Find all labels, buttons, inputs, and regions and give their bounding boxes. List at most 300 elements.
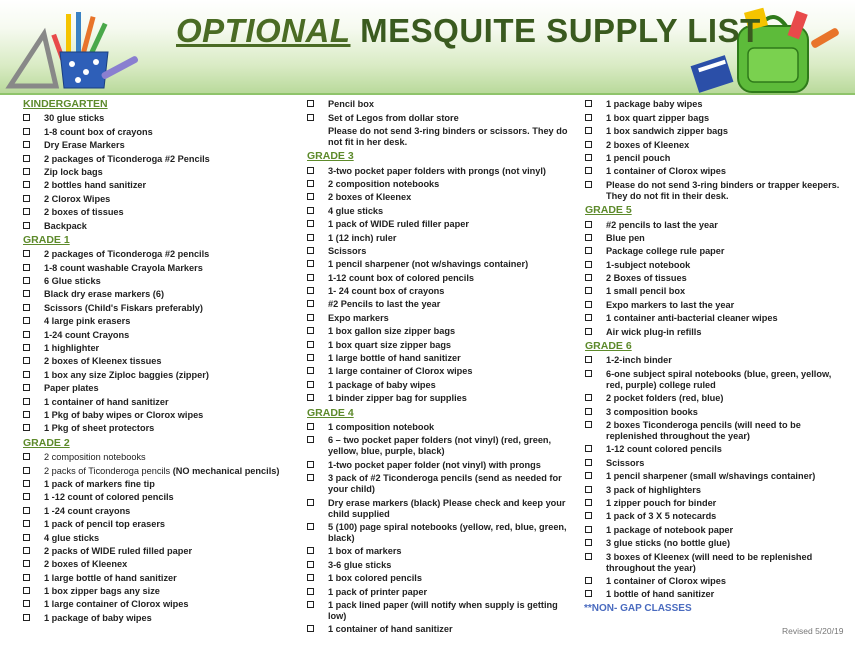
list-item [22, 127, 292, 138]
list-item [306, 422, 576, 433]
item-text: 1 pack lined paper (will notify when supply is getting low) [328, 599, 558, 621]
list-item [22, 167, 292, 178]
checkbox[interactable] [585, 421, 592, 428]
checkbox[interactable] [585, 247, 592, 254]
revised-date: Revised 5/20/19 [782, 626, 844, 636]
checkbox[interactable] [585, 154, 592, 161]
item-text: 1 small pencil box [606, 286, 686, 297]
checkbox[interactable] [23, 264, 30, 271]
checkbox[interactable] [585, 114, 592, 121]
checkbox[interactable] [307, 220, 314, 227]
list-item [584, 166, 846, 177]
checkbox[interactable] [585, 356, 592, 363]
item-text: 1-8 count box of crayons [44, 126, 153, 137]
checkbox[interactable] [307, 300, 314, 307]
list-item [306, 286, 576, 297]
item-text: 1-two pocket paper folder (not vinyl) with prongs [328, 459, 541, 470]
checkbox[interactable] [307, 423, 314, 430]
title-rest: MESQUITE SUPPLY LIST [350, 12, 761, 49]
item-text: 3 boxes of Kleenex (will need to be replenished throughout the year) [606, 551, 813, 573]
item-text: 1 highlighter [44, 343, 100, 354]
item-text: 3-6 glue sticks [328, 559, 392, 570]
checkbox[interactable] [307, 287, 314, 294]
checkbox[interactable] [307, 367, 314, 374]
item-text: 1 container of Clorox wipes [606, 575, 726, 586]
list-item [306, 206, 576, 217]
checkbox[interactable] [307, 354, 314, 361]
item-text: 1 zipper pouch for binder [606, 497, 717, 508]
checkbox[interactable] [585, 577, 592, 584]
list-item [306, 393, 576, 404]
item-text: 1 container of hand sanitizer [328, 624, 453, 635]
item-text: Backpack [44, 220, 87, 231]
list-item [584, 260, 846, 271]
checkbox[interactable] [585, 261, 592, 268]
checkbox[interactable] [585, 499, 592, 506]
checkbox[interactable] [585, 590, 592, 597]
item-text: 6-one subject spiral notebooks (blue, green, yellow, red, purple) college ruled [606, 368, 832, 390]
checkbox[interactable] [23, 222, 30, 229]
list-item [306, 299, 576, 310]
item-text: 1 box quart zipper bags [606, 112, 710, 123]
checkbox[interactable] [307, 114, 314, 121]
checkbox[interactable] [307, 234, 314, 241]
list-item [22, 194, 292, 205]
checkbox[interactable] [585, 370, 592, 377]
list-item [584, 444, 846, 455]
list-item [22, 533, 292, 544]
checkbox[interactable] [23, 411, 30, 418]
item-text: 4 glue sticks [44, 532, 100, 543]
item-text: 1 box zipper bags any size [44, 586, 160, 597]
checkbox[interactable] [307, 574, 314, 581]
item-text: 1-24 count Crayons [44, 329, 130, 340]
checkbox[interactable] [307, 180, 314, 187]
list-item [584, 525, 846, 536]
item-text: Zip lock bags [44, 166, 103, 177]
list-item [306, 99, 576, 110]
item-text: 3 glue sticks (no bottle glue) [606, 538, 731, 549]
item-text: 1 (12 inch) ruler [328, 232, 397, 243]
list-item [584, 126, 846, 137]
item-text: Package college rule paper [606, 246, 725, 257]
list-item [584, 327, 846, 338]
checkbox[interactable] [23, 600, 30, 607]
checkbox[interactable] [307, 193, 314, 200]
item-text: 2 composition notebooks [44, 452, 146, 463]
title-optional: OPTIONAL [176, 12, 351, 49]
item-text: 1 large bottle of hand sanitizer [328, 353, 461, 364]
checkbox[interactable] [23, 520, 30, 527]
list-item [306, 246, 576, 257]
checkbox[interactable] [307, 100, 314, 107]
list-item [22, 423, 292, 434]
checkbox[interactable] [23, 507, 30, 514]
section-title-grade-4: GRADE 4 [307, 406, 354, 419]
checkbox[interactable] [23, 560, 30, 567]
item-text: 1 box colored pencils [328, 573, 422, 584]
item-text: 3 pack of highlighters [606, 484, 701, 495]
item-text: 1 Pkg of baby wipes or Clorox wipes [44, 409, 204, 420]
checkbox[interactable] [585, 167, 592, 174]
list-item [584, 286, 846, 297]
item-text: 1-subject notebook [606, 259, 691, 270]
item-text: 1 Pkg of sheet protectors [44, 423, 155, 434]
checkbox[interactable] [23, 547, 30, 554]
list-item [22, 506, 292, 517]
item-text: 1 pencil pouch [606, 152, 671, 163]
list-item [306, 573, 576, 584]
item-text: 2 Clorox Wipes [44, 193, 111, 204]
list-item [584, 140, 846, 151]
checkbox[interactable] [23, 467, 30, 474]
checkbox[interactable] [23, 384, 30, 391]
section-title-grade-5: GRADE 5 [585, 204, 632, 217]
checkbox[interactable] [23, 208, 30, 215]
item-text: 1 pack of markers fine tip [44, 478, 155, 489]
list-item [22, 276, 292, 287]
list-item [22, 207, 292, 218]
checkbox[interactable] [585, 472, 592, 479]
checkbox[interactable] [585, 539, 592, 546]
list-item [584, 180, 846, 202]
checkbox[interactable] [307, 394, 314, 401]
list-item [22, 559, 292, 570]
checkbox[interactable] [307, 247, 314, 254]
list-item [22, 221, 292, 232]
item-text: 2 packs of WIDE ruled filled paper [44, 545, 193, 556]
item-text: 2 boxes of Kleenex tissues [44, 356, 162, 367]
list-item [584, 220, 846, 231]
checkbox[interactable] [307, 207, 314, 214]
checkbox[interactable] [585, 287, 592, 294]
pencil-cup-icon [4, 4, 144, 92]
item-text: 1 pencil sharpener (small w/shavings container) [606, 471, 816, 482]
item-text: 6 Glue sticks [44, 276, 101, 287]
item-text: 1 box sandwich zipper bags [606, 126, 729, 137]
list-item [584, 552, 846, 574]
section-title-grade-1: GRADE 1 [23, 233, 70, 246]
checkbox[interactable] [23, 181, 30, 188]
list-item [306, 166, 576, 177]
list-item [306, 353, 576, 364]
checkbox[interactable] [307, 474, 314, 481]
checkbox[interactable] [23, 331, 30, 338]
list-item [584, 407, 846, 418]
list-item [22, 356, 292, 367]
section-title-grade-2: GRADE 2 [23, 436, 70, 449]
checkbox[interactable] [307, 314, 314, 321]
item-text: 1 package baby wipes [606, 99, 703, 110]
item-text: 1 container anti-bacterial cleaner wipes [606, 313, 778, 324]
list-item [584, 273, 846, 284]
checkbox[interactable] [23, 371, 30, 378]
list-item [584, 313, 846, 324]
list-item [584, 511, 846, 522]
item-text: 1 -24 count crayons [44, 505, 131, 516]
item-text: 1 binder zipper bag for supplies [328, 393, 467, 404]
checkbox[interactable] [307, 523, 314, 530]
list-item [22, 466, 292, 477]
section-title-grade-6: GRADE 6 [585, 340, 632, 353]
item-text: Expo markers to last the year [606, 299, 735, 310]
checkbox[interactable] [585, 408, 592, 415]
list-item [22, 613, 292, 624]
checkbox[interactable] [307, 381, 314, 388]
checkbox[interactable] [307, 341, 314, 348]
checkbox[interactable] [23, 277, 30, 284]
checkbox[interactable] [23, 290, 30, 297]
checkbox[interactable] [23, 398, 30, 405]
item-text: 1 pencil sharpener (not w/shavings container) [328, 259, 529, 270]
checkbox[interactable] [23, 114, 30, 121]
checkbox[interactable] [307, 561, 314, 568]
item-text: 1 box of markers [328, 546, 402, 557]
checkbox[interactable] [23, 344, 30, 351]
checkbox[interactable] [585, 100, 592, 107]
list-item [306, 380, 576, 391]
list-item [22, 154, 292, 165]
column-1 [22, 97, 292, 626]
section-title-kindergarten: KINDERGARTEN [23, 98, 108, 110]
checkbox[interactable] [23, 317, 30, 324]
checkbox[interactable] [307, 327, 314, 334]
list-item [306, 233, 576, 244]
checkbox[interactable] [23, 141, 30, 148]
list-item [22, 249, 292, 260]
list-item [306, 460, 576, 471]
item-text: 1 box any size Ziploc baggies (zipper) [44, 369, 209, 380]
list-item [584, 369, 846, 391]
checkbox[interactable] [23, 304, 30, 311]
checkbox[interactable] [585, 512, 592, 519]
item-text: Black dry erase markers (6) [44, 289, 165, 300]
checkbox[interactable] [585, 394, 592, 401]
item-text: 2 Boxes of tissues [606, 273, 687, 284]
list-item [306, 473, 576, 495]
list-item [306, 522, 576, 544]
list-item [306, 179, 576, 190]
checkbox[interactable] [307, 436, 314, 443]
item-text: 1-12 count box of colored pencils [328, 272, 475, 283]
list-item [584, 485, 846, 496]
list-item [584, 300, 846, 311]
item-text: Set of Legos from dollar store [328, 112, 459, 123]
item-text-bold: (NO mechanical pencils) [172, 465, 280, 476]
list-item [22, 573, 292, 584]
item-text: 1 pack of printer paper [328, 586, 428, 597]
checkbox[interactable] [307, 461, 314, 468]
checkbox[interactable] [585, 141, 592, 148]
list-item [584, 498, 846, 509]
checkbox[interactable] [23, 534, 30, 541]
list-item [22, 180, 292, 191]
list-item [306, 113, 576, 124]
checkbox[interactable] [23, 424, 30, 431]
item-text: 1 container of hand sanitizer [44, 396, 169, 407]
item-text: 2 packs of Ticonderoga pencils [44, 465, 173, 476]
list-item [306, 273, 576, 284]
list-item [584, 420, 846, 442]
item-text: Scissors (Child's Fiskars preferably) [44, 302, 203, 313]
page-title [176, 12, 761, 50]
checkbox[interactable] [585, 221, 592, 228]
checkbox[interactable] [23, 195, 30, 202]
item-text: 1 pack of pencil top erasers [44, 519, 166, 530]
checkbox[interactable] [23, 168, 30, 175]
checkbox[interactable] [23, 614, 30, 621]
section-title-grade-3: GRADE 3 [307, 150, 354, 163]
item-text: 4 glue sticks [328, 205, 384, 216]
list-item [22, 330, 292, 341]
checkbox[interactable] [23, 155, 30, 162]
list-item [584, 233, 846, 244]
list-item [306, 340, 576, 351]
item-text: 3 pack of #2 Ticonderoga pencils (send as needed for your child) [328, 473, 562, 495]
checkbox[interactable] [307, 588, 314, 595]
item-text: Dry erase markers (black) Please check and keep your child supplied [328, 497, 566, 519]
item-text: Scissors [606, 457, 645, 468]
item-text: Expo markers [328, 312, 389, 323]
item-text: 1 large container of Clorox wipes [44, 599, 189, 610]
checkbox[interactable] [23, 493, 30, 500]
column-2 [306, 97, 576, 638]
checkbox[interactable] [585, 328, 592, 335]
checkbox[interactable] [307, 260, 314, 267]
checkbox[interactable] [585, 314, 592, 321]
item-text: Scissors [328, 245, 367, 256]
list-item [584, 471, 846, 482]
list-item [22, 370, 292, 381]
item-text: #2 pencils to last the year [606, 219, 718, 230]
column-3 [584, 97, 846, 614]
list-item [306, 498, 576, 520]
list-item [22, 303, 292, 314]
checkbox[interactable] [585, 274, 592, 281]
checkbox[interactable] [307, 499, 314, 506]
list-item [584, 99, 846, 110]
checkbox[interactable] [585, 181, 592, 188]
list-item [306, 366, 576, 377]
list-item [306, 326, 576, 337]
list-item [22, 452, 292, 463]
list-item [22, 546, 292, 557]
list-item [306, 219, 576, 230]
list-item [584, 538, 846, 549]
note-text: Please do not send 3-ring binders or scissors. They do not fit in her desk. [328, 126, 568, 148]
checkbox[interactable] [585, 234, 592, 241]
list-item [22, 479, 292, 490]
item-text: Pencil box [328, 99, 374, 110]
list-item [306, 560, 576, 571]
checkbox[interactable] [585, 445, 592, 452]
item-text: #2 Pencils to last the year [328, 299, 441, 310]
item-text: 2 composition notebooks [328, 178, 440, 189]
item-text: Paper plates [44, 383, 99, 394]
checkbox[interactable] [23, 357, 30, 364]
list-item [584, 355, 846, 366]
checkbox[interactable] [307, 625, 314, 632]
checkbox[interactable] [585, 127, 592, 134]
item-text: 2 bottles hand sanitizer [44, 180, 147, 191]
list-item [584, 576, 846, 587]
item-text: 1 large container of Clorox wipes [328, 366, 473, 377]
non-gap-classes-note: **NON- GAP CLASSES [584, 602, 692, 614]
checkbox[interactable] [307, 274, 314, 281]
list-item [306, 587, 576, 598]
item-text: 2 pocket folders (red, blue) [606, 393, 724, 404]
checkbox[interactable] [307, 547, 314, 554]
item-text: 2 boxes of tissues [44, 207, 124, 218]
checkbox[interactable] [23, 453, 30, 460]
list-item [584, 458, 846, 469]
item-text: 1 pack of 3 X 5 notecards [606, 511, 717, 522]
checkbox[interactable] [585, 486, 592, 493]
list-item [306, 624, 576, 635]
list-item [22, 586, 292, 597]
item-text: 1-12 count colored pencils [606, 444, 722, 455]
item-text: Air wick plug-in refills [606, 326, 702, 337]
list-item [22, 343, 292, 354]
item-text: 1 package of notebook paper [606, 524, 734, 535]
list-item [22, 316, 292, 327]
list-item [306, 600, 576, 622]
item-text: 2 boxes Ticonderoga pencils (will need to be replenished throughout the year) [606, 419, 801, 441]
item-text: 2 boxes of Kleenex [44, 559, 128, 570]
item-text: 3-two pocket paper folders with prongs (not vinyl) [328, 165, 546, 176]
item-text: 1 package of baby wipes [328, 379, 436, 390]
list-item [22, 263, 292, 274]
list-item [22, 383, 292, 394]
list-item [22, 492, 292, 503]
checkbox[interactable] [585, 459, 592, 466]
item-text: 4 large pink erasers [44, 316, 131, 327]
list-item [22, 410, 292, 421]
item-text: 1 box gallon size zipper bags [328, 326, 456, 337]
item-text: Blue pen [606, 232, 645, 243]
checkbox[interactable] [585, 526, 592, 533]
checkbox[interactable] [23, 250, 30, 257]
item-text: 1 -12 count of colored pencils [44, 492, 174, 503]
item-text: 1 pack of WIDE ruled filler paper [328, 219, 469, 230]
item-text: 1 large bottle of hand sanitizer [44, 572, 177, 583]
checkbox[interactable] [23, 128, 30, 135]
checkbox[interactable] [23, 587, 30, 594]
item-text: 1 composition notebook [328, 421, 435, 432]
list-item [306, 259, 576, 270]
item-text: 1 container of Clorox wipes [606, 166, 726, 177]
list-item [22, 113, 292, 124]
checkbox[interactable] [585, 301, 592, 308]
list-item [22, 140, 292, 151]
list-item [306, 313, 576, 324]
checkbox[interactable] [307, 601, 314, 608]
item-text: 1 package of baby wipes [44, 612, 152, 623]
checkbox[interactable] [23, 574, 30, 581]
item-text: 2 boxes of Kleenex [606, 139, 690, 150]
list-item [22, 599, 292, 610]
list-item [584, 393, 846, 404]
list-item [584, 113, 846, 124]
item-text: 1-8 count washable Crayola Markers [44, 262, 203, 273]
checkbox[interactable] [23, 480, 30, 487]
item-text: 2 boxes of Kleenex [328, 192, 412, 203]
checkbox[interactable] [307, 167, 314, 174]
checkbox[interactable] [585, 553, 592, 560]
item-text: 2 packages of Ticonderoga #2 Pencils [44, 153, 210, 164]
item-text: 2 packages of Ticonderoga #2 pencils [44, 249, 210, 260]
list-item [22, 289, 292, 300]
